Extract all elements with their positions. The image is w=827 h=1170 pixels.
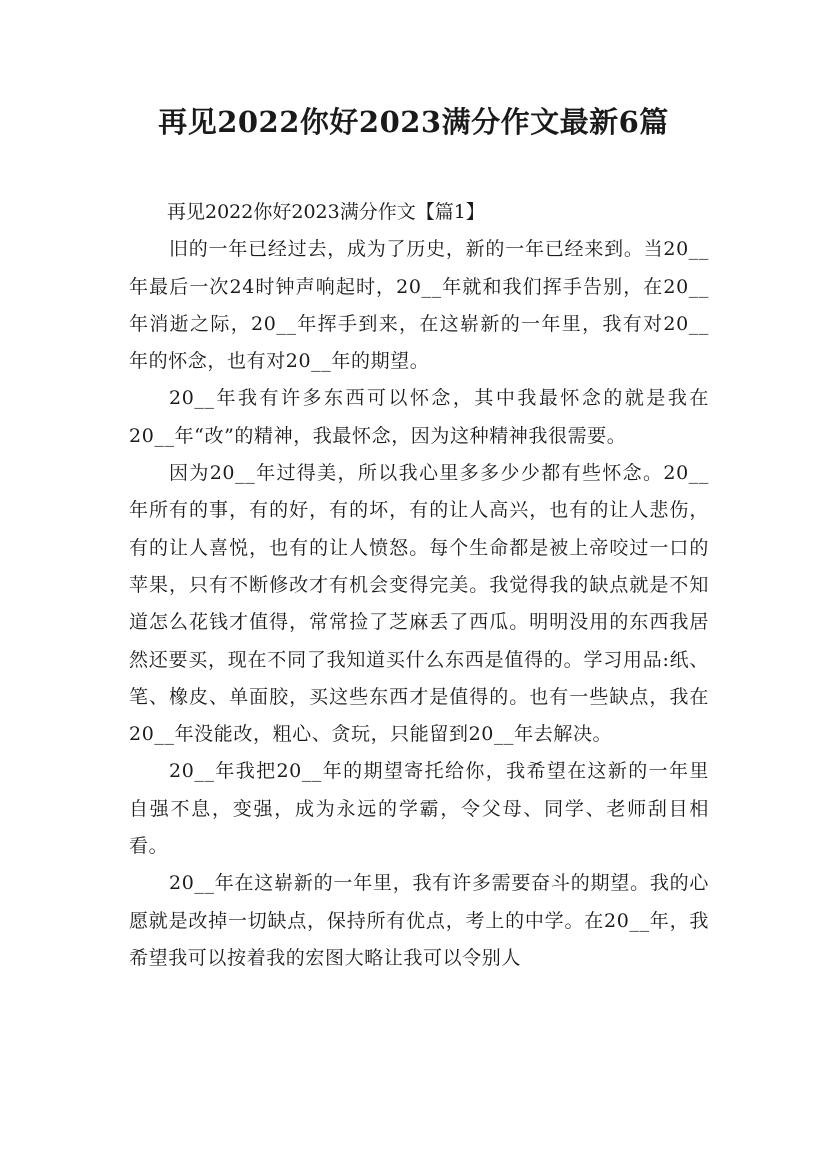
paragraph-2: 20__年我有许多东西可以怀念，其中我最怀念的就是我在20__年“改”的精神，我最怀念，因为这种精神我很需要。 xyxy=(129,387,709,447)
paragraph-5: 20__年在这崭新的一年里，我有许多需要奋斗的期望。我的心愿就是改掉一切缺点，保持所有优点，考上的中学。在20__年，我希望我可以按着我的宏图大略让我可以令别人 xyxy=(129,872,709,969)
document-body xyxy=(129,194,709,977)
section-heading: 再见2022你好2023满分作文【篇1】 xyxy=(167,201,485,223)
paragraph-3: 因为20__年过得美，所以我心里多多少少都有些怀念。20__年所有的事，有的好，有的坏，有的让人高兴，也有的让人悲伤，有的让人喜悦，也有的让人愤怒。每个生命都是被上帝咬过一口的苹果，只有不断修改才有机会变得完美。我觉得我的缺点就是不知道怎么花钱才值得，常常捡了芝麻丢了西瓜。明明没用的东西我居然还要买，现在不同了我知道买什么东西是值得的。学习用品:纸、笔、橡皮、单面胶，买这些东西才是值得的。也有一些缺点，我在20__年没能改，粗心、贪玩，只能留到20__年去解决。 xyxy=(129,462,709,746)
paragraph-1: 旧的一年已经过去，成为了历史，新的一年已经来到。当20__年最后一次24时钟声响起时，20__年就和我们挥手告别，在20__年消逝之际，20__年挥手到来，在这崭新的一年里，我有对20__年的怀念，也有对20__年的期望。 xyxy=(129,238,709,373)
paragraph-4: 20__年我把20__年的期望寄托给你，我希望在这新的一年里自强不息，变强，成为永远的学霸，令父母、同学、老师刮目相看。 xyxy=(129,760,709,858)
document-title: 再见2022你好2023满分作文最新6篇 xyxy=(158,105,669,139)
